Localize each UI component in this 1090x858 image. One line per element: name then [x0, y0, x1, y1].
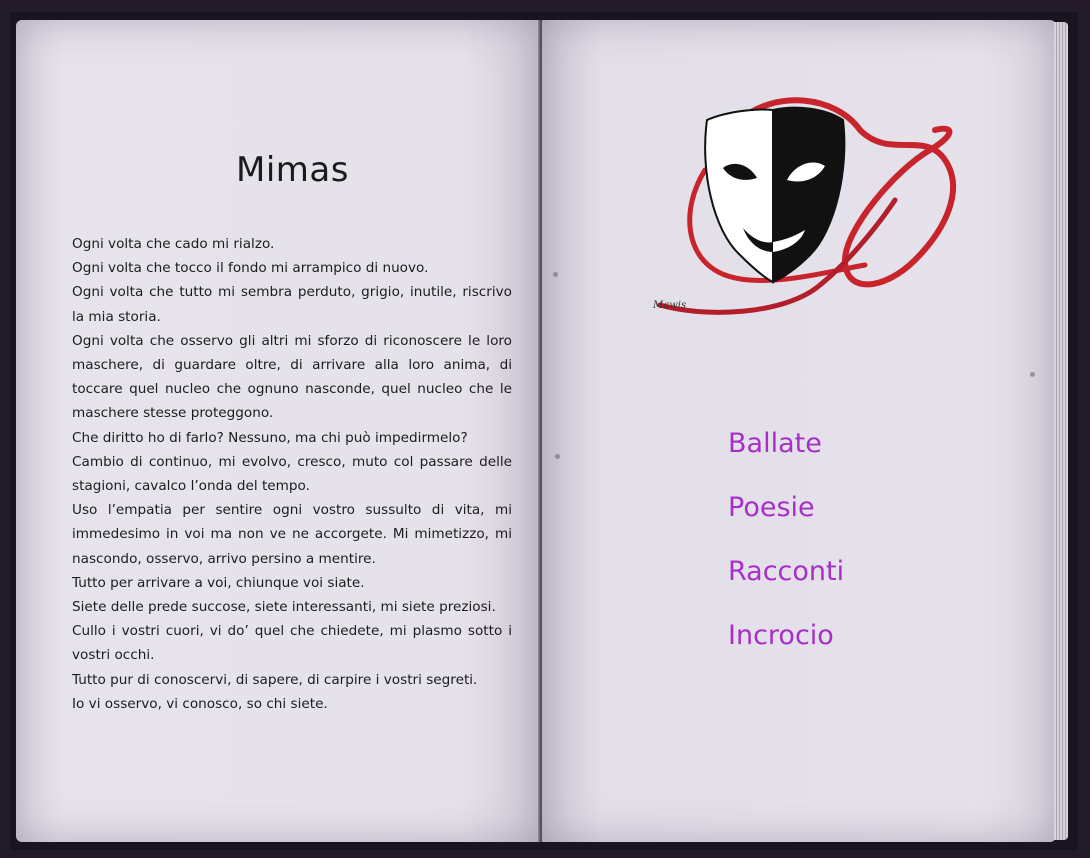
menu-item-ballate: [728, 428, 844, 492]
poem-line: Tutto per arrivare a voi, chiunque voi siate.: [72, 574, 365, 591]
poem-line: Tutto pur di conoscervi, di sapere, di carpire i vostri segreti.: [72, 671, 478, 688]
poem-line: Ogni volta che osservo gli altri mi sforzo di riconoscere le loro maschere, di guardare oltre, di arrivare alla loro anima, di toccare quel nucleo che ognuno nasconde, quel nucleo che le maschere stesse proteggono.: [72, 332, 512, 422]
poem-line: Che diritto ho di farlo? Nessuno, ma chi può impedirmelo?: [72, 429, 468, 446]
poem-line: Ogni volta che tocco il fondo mi arrampico di nuovo.: [72, 260, 429, 277]
ballate-link[interactable]: Ballate: [728, 428, 822, 459]
poem-text: [72, 232, 512, 716]
poem-line: Uso l’empatia per sentire ogni vostro sussulto di vita, mi immedesimo in voi ma non ve ne accorgete. Mi mimetizzo, mi nascondo, osservo, arrivo persino a mentire.: [72, 502, 512, 567]
menu-item-racconti: [728, 556, 844, 620]
mask-light-half: [705, 109, 773, 282]
page-edges: [1054, 22, 1068, 840]
theatre-mask-icon: [645, 90, 970, 325]
mask-illustration: [645, 90, 970, 325]
page-title: Mimas: [236, 150, 349, 190]
menu-item-incrocio: [728, 620, 844, 684]
artist-signature: Mawis: [653, 300, 687, 311]
poem-line: Cullo i vostri cuori, vi do’ quel che chiedete, mi plasmo sotto i vostri occhi.: [72, 623, 512, 664]
page-mark: [555, 454, 560, 459]
page-mark: [553, 272, 558, 277]
poem-line: Ogni volta che cado mi rialzo.: [72, 236, 275, 252]
poem-line: Io vi osservo, vi conosco, so chi siete.: [72, 695, 328, 712]
racconti-link[interactable]: Racconti: [728, 556, 845, 587]
poem-line: Ogni volta che tutto mi sembra perduto, grigio, inutile, riscrivo la mia storia.: [72, 284, 512, 325]
poem-line: Cambio di continuo, mi evolvo, cresco, muto col passare delle stagioni, cavalco l’onda del tempo.: [72, 453, 512, 495]
menu-item-poesie: [728, 492, 844, 556]
incrocio-link[interactable]: Incrocio: [728, 620, 834, 651]
section-menu: [728, 428, 844, 684]
poesie-link[interactable]: Poesie: [728, 492, 815, 523]
page-mark: [1030, 372, 1035, 377]
mask-dark-half: [773, 108, 844, 282]
poem-line: Siete delle prede succose, siete interessanti, mi siete preziosi.: [72, 599, 496, 616]
